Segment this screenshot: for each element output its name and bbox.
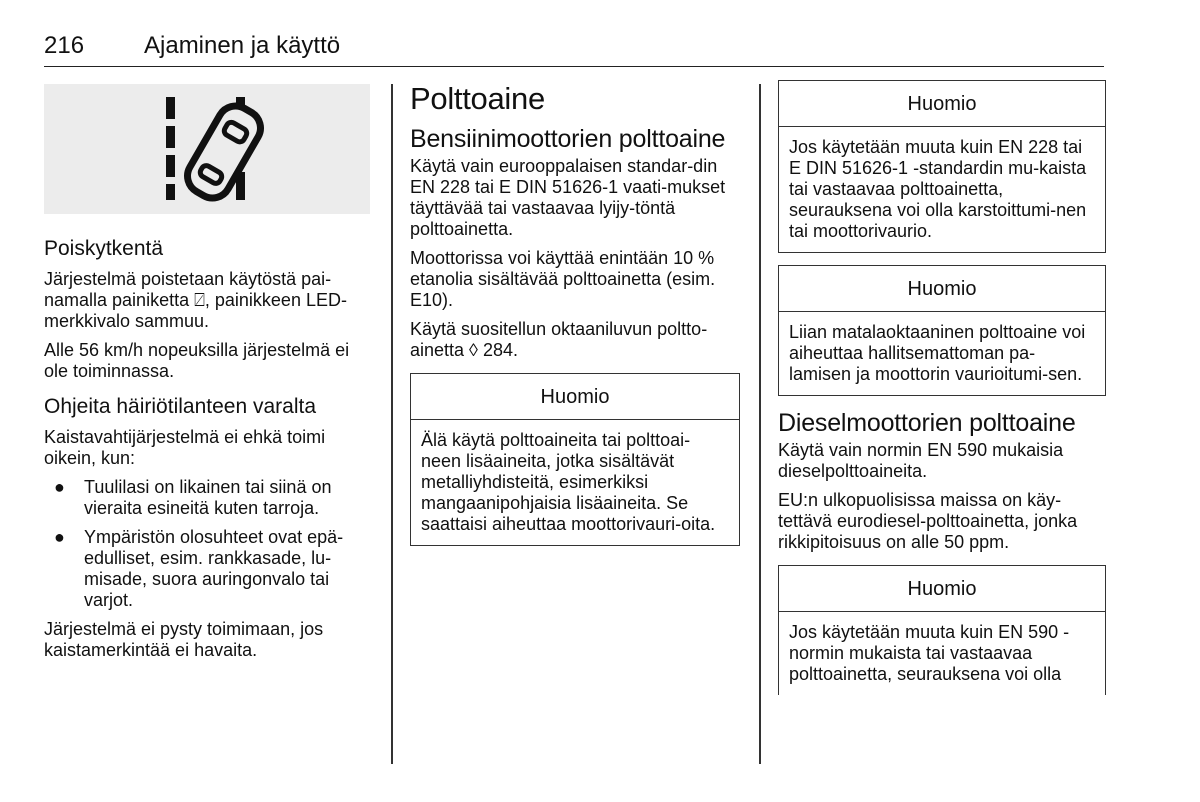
caution-box <box>778 565 1106 695</box>
lane-keep-assist-illustration <box>44 84 370 214</box>
caution-title: Huomio <box>411 374 739 420</box>
paragraph: Moottorissa voi käyttää enintään 10 % etanolia sisältävää polttoainetta (esim. E10). <box>410 248 716 310</box>
paragraph: Alle 56 km/h nopeuksilla järjestelmä ei ole toiminnassa. <box>44 340 350 381</box>
list-item: ● Ympäristön olosuhteet ovat epä-edulliset, esim. rankkasade, lu-misade, suora auringonvalo tai varjot. <box>54 527 344 610</box>
page-header <box>44 30 1104 67</box>
paragraph: Kaistavahtijärjestelmä ei ehkä toimi oikein, kun: <box>44 427 326 468</box>
paragraph: Käytä vain normin EN 590 mukaisia dieselpolttoaineita. <box>778 440 1064 481</box>
caution-box <box>778 265 1106 396</box>
paragraph: EU:n ulkopuolisissa maissa on käy-tettävä eurodiesel-polttoainetta, jonka rikkipitoisuus on alle 50 ppm. <box>778 490 1078 552</box>
caution-body: Älä käytä polttoaineita tai polttoai-neen lisäaineita, jotka sisältävät metalliyhdisteitä, esimerkiksi mangaanipohjaisia lisäaineita. Se saattaisi aiheuttaa moottorivauri-oita. <box>421 430 716 534</box>
caution-box <box>410 373 740 546</box>
caution-body: Liian matalaoktaaninen polttoaine voi aiheuttaa hallitsemattoman pa-lamisen ja moottorin vaurioitumi-sen. <box>789 322 1086 384</box>
paragraph: Järjestelmä poistetaan käytöstä pai-namalla painiketta ⍁, painikkeen LED-merkkivalo sammuu. <box>44 269 347 331</box>
page-number: 216 <box>44 32 85 59</box>
caution-title: Huomio <box>779 81 1105 127</box>
caution-box <box>778 80 1106 253</box>
bullet-icon: ● <box>54 477 65 497</box>
section-title-fuel: Polttoaine <box>410 81 545 116</box>
section-heading-faults: Ohjeita häiriötilanteen varalta <box>44 395 316 418</box>
subsection-title-petrol: Bensiinimoottorien polttoaine <box>410 125 726 153</box>
subsection-title-diesel: Dieselmoottorien polttoaine <box>778 409 1076 437</box>
paragraph: Käytä vain eurooppalaisen standar-din EN 228 tai E DIN 51626-1 vaati-mukset täyttävää tai vastaavaa lyijy-töntä polttoainetta. <box>410 156 726 239</box>
caution-body: Jos käytetään muuta kuin EN 228 tai E DIN 51626-1 -standardin mu-kaista tai vastaavaa polttoainetta, seurauksena voi olla karstoittumi-nen tai moottorivaurio. <box>789 137 1087 241</box>
column-divider <box>759 84 761 764</box>
column-left <box>44 80 370 669</box>
column-divider <box>391 84 393 764</box>
caution-title: Huomio <box>779 566 1105 612</box>
list-item: ● Tuulilasi on likainen tai siinä on vieraita esineitä kuten tarroja. <box>54 477 332 518</box>
chapter-title: Ajaminen ja käyttö <box>144 32 341 59</box>
lane-keep-assist-icon <box>44 84 370 214</box>
column-right <box>778 80 1106 707</box>
paragraph: Järjestelmä ei pysty toimimaan, jos kaistamerkintää ei havaita. <box>44 619 324 660</box>
caution-title: Huomio <box>779 266 1105 312</box>
section-heading-disable: Poiskytkentä <box>44 237 164 260</box>
caution-body: Jos käytetään muuta kuin EN 590 -normin mukaista tai vastaavaa polttoainetta, seurauksena voi olla <box>789 622 1070 684</box>
bullet-icon: ● <box>54 527 65 547</box>
bullet-list <box>44 477 370 611</box>
paragraph: Käytä suositellun oktaaniluvun poltto-ainetta ◊ 284. <box>410 319 708 360</box>
column-middle <box>410 80 740 558</box>
